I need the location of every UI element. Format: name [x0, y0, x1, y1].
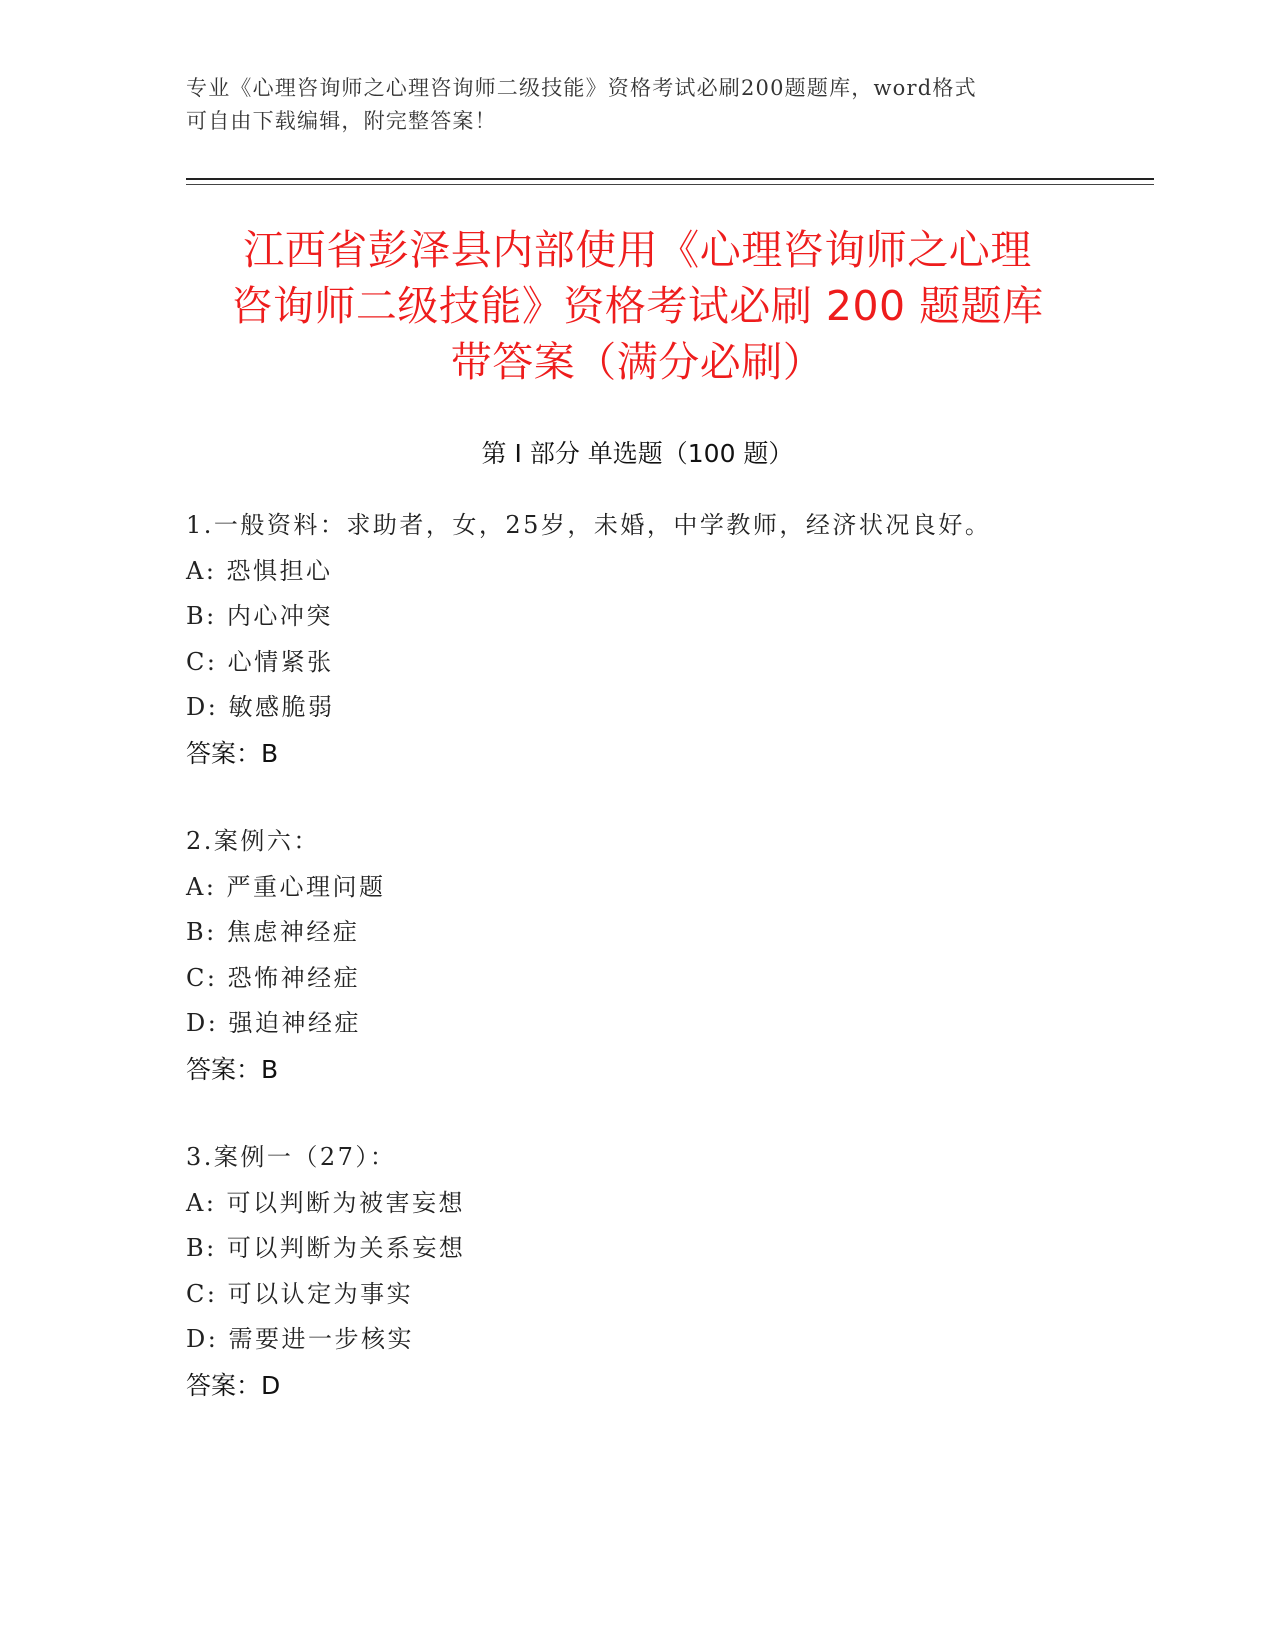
option-b: B: 焦虑神经症 [186, 918, 360, 946]
question-stem: 3.案例一（27）： [186, 1143, 397, 1171]
document-title-line-1: 江西省彭泽县内部使用《心理咨询师之心理 [243, 226, 1032, 274]
option-a: A: 可以判断为被害妄想 [186, 1188, 466, 1217]
answer-line: 答案：D [186, 1370, 281, 1400]
document-title-line-2: 咨询师二级技能》资格考试必刷 200 题题库 [231, 282, 1044, 330]
document-title [150, 222, 1125, 390]
option-c: C: 恐怖神经症 [186, 963, 361, 992]
option-c: C: 可以认定为事实 [186, 1279, 414, 1308]
header-note [186, 72, 1086, 138]
option-d: D: 强迫神经症 [186, 1009, 361, 1037]
option-a: A: 严重心理问题 [186, 872, 386, 901]
question-stem: 1.一般资料：求助者，女，25岁，未婚，中学教师，经济状况良好。 [186, 511, 992, 539]
header-divider-thin [186, 184, 1154, 185]
option-d: D: 敏感脆弱 [186, 693, 335, 721]
header-note-line-1: 专业《心理咨询师之心理咨询师二级技能》资格考试必刷200题题库，word格式 [186, 76, 977, 100]
option-b: B: 可以判断为关系妄想 [186, 1234, 466, 1262]
option-c: C: 心情紧张 [186, 647, 334, 676]
question-1 [186, 503, 1136, 776]
question-2 [186, 819, 1136, 1092]
question-3 [186, 1135, 1136, 1408]
option-d: D: 需要进一步核实 [186, 1325, 414, 1353]
option-b: B: 内心冲突 [186, 602, 333, 630]
header-note-line-2: 可自由下载编辑，附完整答案！ [186, 109, 497, 133]
document-title-line-3: 带答案（满分必刷） [450, 338, 825, 386]
answer-line: 答案：B [186, 1054, 279, 1084]
option-a: A: 恐惧担心 [186, 556, 333, 585]
answer-line: 答案：B [186, 738, 279, 768]
header-divider-thick [186, 178, 1154, 180]
question-stem: 2.案例六： [186, 827, 320, 855]
section-heading: 第 I 部分 单选题（100 题） [481, 439, 794, 468]
